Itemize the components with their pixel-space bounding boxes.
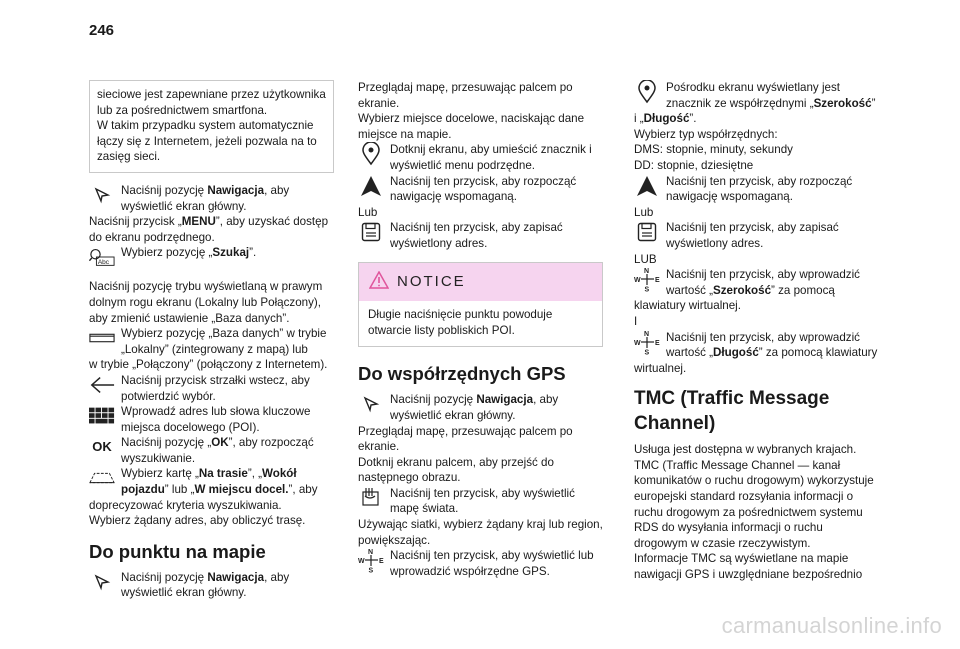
type-text: Wybierz typ współrzędnych: <box>634 127 778 141</box>
baza-step: Wybierz pozycję „Baza danych” w trybie „Lokalny” (zintegrowany z mapą) lub <box>89 326 334 357</box>
lon-step: N S W E Naciśnij ten przycisk, aby wprowadzić wartość „Długość” za pomocą klawiatury <box>634 330 878 360</box>
save-step-3: Naciśnij ten przycisk, aby zapisać wyświetlony adres. <box>634 220 879 251</box>
svg-text:Abc: Abc <box>97 259 110 267</box>
start-step: Naciśnij ten przycisk, aby rozpocząć nawigację wspomaganą. <box>358 174 603 205</box>
lat-after: klawiatury wirtualnej. <box>634 299 741 313</box>
lub2-text: LUB <box>634 252 657 266</box>
lon-after: wirtualnej. <box>634 361 687 375</box>
database-bar-icon <box>89 327 115 349</box>
notice-box <box>358 262 603 348</box>
start-guidance-icon <box>634 175 660 197</box>
save-address-icon <box>634 221 660 243</box>
lat-step: N S W E Naciśnij ten przycisk, aby wprowadzić wartość „Szerokość” za pomocą <box>634 268 860 297</box>
dd-text: DD: stopnie, dziesiętne <box>634 158 754 172</box>
svg-text:W: W <box>358 558 365 566</box>
navigation-arrow-icon <box>358 393 384 415</box>
box-text: sieciowe jest zapewniane przez użytkownika lub za pośrednictwem smartfona. <box>97 88 326 117</box>
search-keyboard-icon <box>89 246 115 268</box>
start-step-3: Naciśnij ten przycisk, aby rozpocząć nawigację wspomaganą. <box>634 174 879 205</box>
location-pin-icon <box>358 143 384 165</box>
compass-coordinates-icon <box>358 549 384 574</box>
svg-text:S: S <box>368 567 374 574</box>
dms-text: DMS: stopnie, minuty, sekundy <box>634 143 793 157</box>
tmc-body-2: Informacje TMC są wyświetlane na mapie nawigacji GPS i uwzględniane bezpośrednio <box>634 552 863 582</box>
gps-nav-step: Naciśnij pozycję Nawigacja, aby wyświetlić ekran główny. <box>358 392 603 423</box>
tab-after: doprecyzować kryteria wyszukiwania. <box>89 498 282 512</box>
lub-text-3: Lub <box>634 205 654 219</box>
szukaj-step: Abc Wybierz pozycję „Szukaj”. <box>89 245 334 269</box>
column-3 <box>634 80 879 583</box>
tab-step: Wybierz kartę „Na trasie”, „Wokół pojazdu” lub „W miejscu docel.”, aby <box>89 466 334 497</box>
svg-text:W: W <box>634 339 641 347</box>
mode-text: Naciśnij pozycję trybu wyświetlaną w prawym dolnym rogu ekranu (Lokalny lub Połączony), aby zmienić ustawienie „Baza danych”. <box>89 280 323 325</box>
navigation-arrow-icon <box>89 571 115 593</box>
nav2-step: Naciśnij pozycję Nawigacja, aby wyświetlić ekran główny. <box>89 570 334 601</box>
menu-step: Naciśnij przycisk „MENU”, aby uzyskać dostęp do ekranu podrzędnego. <box>89 215 329 244</box>
marker-step: Pośrodku ekranu wyświetlany jest znacznik ze współrzędnymi „Szerokość” <box>634 80 879 111</box>
svg-text:N: N <box>644 268 650 276</box>
page-number: 246 <box>89 22 115 39</box>
touch2-text: Dotknij ekranu palcem, aby przejść do następnego obrazu. <box>358 455 554 485</box>
svg-text:N: N <box>644 330 650 338</box>
column-1 <box>89 80 334 601</box>
baza-after: w trybie „Połączony” (połączony z Internetem). <box>89 358 328 372</box>
ok-icon: OK <box>92 439 112 455</box>
heading-gps: Do współrzędnych GPS <box>358 363 566 385</box>
browse-text: Przeglądaj mapę, przesuwając palcem po ekranie. <box>358 81 573 110</box>
keyboard-icon <box>89 405 115 427</box>
svg-text:W: W <box>634 277 641 285</box>
i-text: I <box>634 314 638 328</box>
notice-header <box>359 263 602 302</box>
ok-step: OK Naciśnij pozycję „OK”, aby rozpocząć wyszukiwanie. <box>89 435 334 466</box>
compass-coordinates-icon <box>634 331 660 353</box>
browse2-text: Przeglądaj mapę, przesuwając palcem po ekranie. <box>358 424 573 454</box>
save-address-icon <box>358 221 384 243</box>
back-step: Naciśnij przycisk strzałki wstecz, aby potwierdzić wybór. <box>89 373 334 404</box>
gps-step: N S W E Naciśnij ten przycisk, aby wyświetlić lub wprowadzić współrzędne GPS. <box>358 549 594 578</box>
heading-do-punktu: Do punktu na mapie <box>89 540 266 562</box>
location-pin-icon <box>634 81 660 103</box>
svg-text:S: S <box>644 349 650 355</box>
notice-text: Długie naciśnięcie punktu powoduje otwarcie listy pobliskich POI. <box>368 308 553 337</box>
lub-text: Lub <box>358 205 378 219</box>
svg-text:N: N <box>368 549 374 557</box>
grid-text: Używając siatki, wybierz żądany kraj lub region, powiększając. <box>358 518 603 547</box>
marker-after: i „Długość”. <box>634 112 697 126</box>
save-step: Naciśnij ten przycisk, aby zapisać wyświetlony adres. <box>358 220 603 251</box>
column-2 <box>358 80 603 579</box>
network-info-box <box>89 80 334 173</box>
tmc-body: Usługa jest dostępna w wybranych krajach. TMC (Traffic Message Channel — kanał komunikatów o ruchu drogowym) wykorzystuje europejski standard rozsyłania informacji o ruchu drogowym za pośrednictwem systemu RDS do wysyłania informacji o ruchu drogowym w czasie rzeczywistym. <box>634 443 874 550</box>
box-text-2: W takim przypadku system automatycznie łączy się z Internetem, jeżeli pozwala na to zasięg sieci. <box>97 119 317 164</box>
compass-coordinates-icon <box>634 268 660 293</box>
world-step: Naciśnij ten przycisk, aby wyświetlić mapę świata. <box>358 486 603 517</box>
watermark-footer: carmanualsonline.info <box>721 613 942 638</box>
touch-step: Dotknij ekranu, aby umieścić znacznik i wyświetlić menu podrzędne. <box>358 142 603 173</box>
nav-step: Naciśnij pozycję Nawigacja, aby wyświetlić ekran główny. <box>89 183 334 214</box>
svg-text:E: E <box>655 339 660 347</box>
notice-title: NOTICE <box>397 273 466 291</box>
heading-tmc: TMC (Traffic Message Channel) <box>634 388 830 435</box>
start-guidance-icon <box>358 175 384 197</box>
choose-text: Wybierz miejsce docelowe, naciskając dane miejsce na mapie. <box>358 112 585 141</box>
keyboard-step: Wprowadź adres lub słowa kluczowe miejsca docelowego (POI). <box>89 404 334 435</box>
world-map-icon <box>358 487 384 509</box>
svg-text:E: E <box>655 277 660 285</box>
warning-triangle-icon <box>369 271 389 294</box>
svg-text:S: S <box>644 286 650 293</box>
navigation-arrow-icon <box>89 184 115 206</box>
tab-shape-icon <box>89 467 115 489</box>
final-text: Wybierz żądany adres, aby obliczyć trasę. <box>89 514 306 528</box>
back-arrow-icon <box>89 374 115 396</box>
svg-text:E: E <box>379 558 384 566</box>
